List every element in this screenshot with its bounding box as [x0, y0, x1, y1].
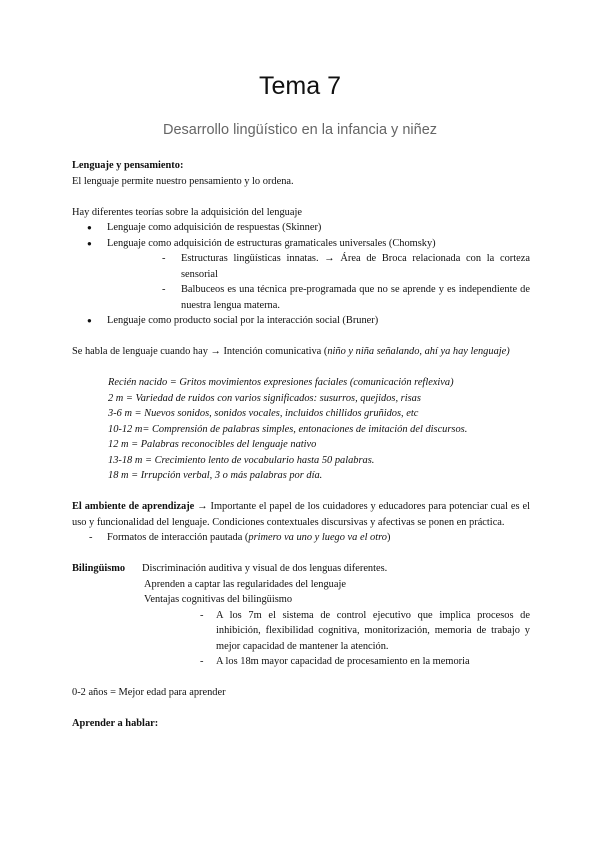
milestones-list [72, 375, 530, 484]
milestone-item: 10-12 m= Comprensión de palabras simples, entonaciones de imitación del discursos. [108, 423, 468, 435]
paragraph: Se habla de lenguaje cuando hay → Intención comunicativa (niño y niña señalando, ahí ya hay lenguaje) [72, 346, 510, 357]
milestone-item: 2 m = Variedad de ruidos con varios significados: susurros, quejidos, risas [108, 392, 421, 404]
milestone-item: 12 m = Palabras reconocibles del lenguaje nativo [108, 439, 317, 450]
paragraph: Hay diferentes teorías sobre la adquisición del lenguaje [72, 206, 302, 218]
document-body [72, 158, 530, 732]
paragraph: Discriminación auditiva y visual de dos lenguas diferentes. [142, 563, 388, 574]
paragraph: Ventajas cognitivas del bilingüismo [144, 594, 293, 605]
list-item: ● Lenguaje como adquisición de estructuras gramaticales universales (Chomsky) [72, 236, 530, 252]
sub-list-item: - Estructuras lingüísticas innatas. → Área de Broca relacionada con la corteza sensorial [72, 251, 530, 282]
bilinguismo-block [72, 561, 530, 577]
sub-list-item: - A los 7m el sistema de control ejecutivo que implica procesos de inhibición, flexibilidad cognitiva, monitorización, memoria de trabajo y mejor capacidad de mantener la atención. [72, 608, 530, 655]
milestone-item: 13-18 m = Crecimiento lento de vocabulario hasta 50 palabras. [108, 454, 375, 466]
paragraph: El lenguaje permite nuestro pensamiento y lo ordena. [72, 175, 294, 187]
list-item: ● Lenguaje como producto social por la interacción social (Bruner) [72, 313, 530, 329]
section-heading-lenguaje: Lenguaje y pensamiento: [72, 160, 184, 171]
sub-list-item: - Balbuceos es una técnica pre-programada que no se aprende y es independiente de nuestra lengua materna. [72, 282, 530, 313]
section-heading-bilinguismo: Bilingüismo [72, 563, 126, 574]
section-heading-ambiente: El ambiente de aprendizaje [72, 501, 195, 512]
section-heading-aprender: Aprender a hablar: [72, 718, 159, 729]
page-title: Tema 7 [259, 72, 341, 100]
milestone-item: 18 m = Irrupción verbal, 3 o más palabras por día. [108, 470, 323, 481]
milestone-item: Recién nacido = Gritos movimientos expresiones faciales (comunicación reflexiva) [108, 377, 454, 388]
paragraph: El ambiente de aprendizaje → Importante el papel de los cuidadores y educadores para potenciar cual es el uso y funcionalidad del lenguaje. Condiciones contextuales discursivas y afectivas se ponen en práctica. [72, 501, 530, 528]
paragraph: 0-2 años = Mejor edad para aprender [72, 687, 226, 698]
sub-list-item: - Formatos de interacción pautada (primero va uno y luego va el otro) [72, 530, 530, 546]
list-item: ● Lenguaje como adquisición de respuestas (Skinner) [72, 220, 530, 236]
page-subtitle: Desarrollo lingüístico en la infancia y niñez [162, 122, 438, 138]
milestone-item: 3-6 m = Nuevos sonidos, sonidos vocales, incluidos chillidos gruñidos, etc [108, 408, 419, 419]
sub-list-item: - A los 18m mayor capacidad de procesamiento en la memoria [72, 654, 530, 670]
paragraph: Aprenden a captar las regularidades del lenguaje [144, 578, 346, 590]
